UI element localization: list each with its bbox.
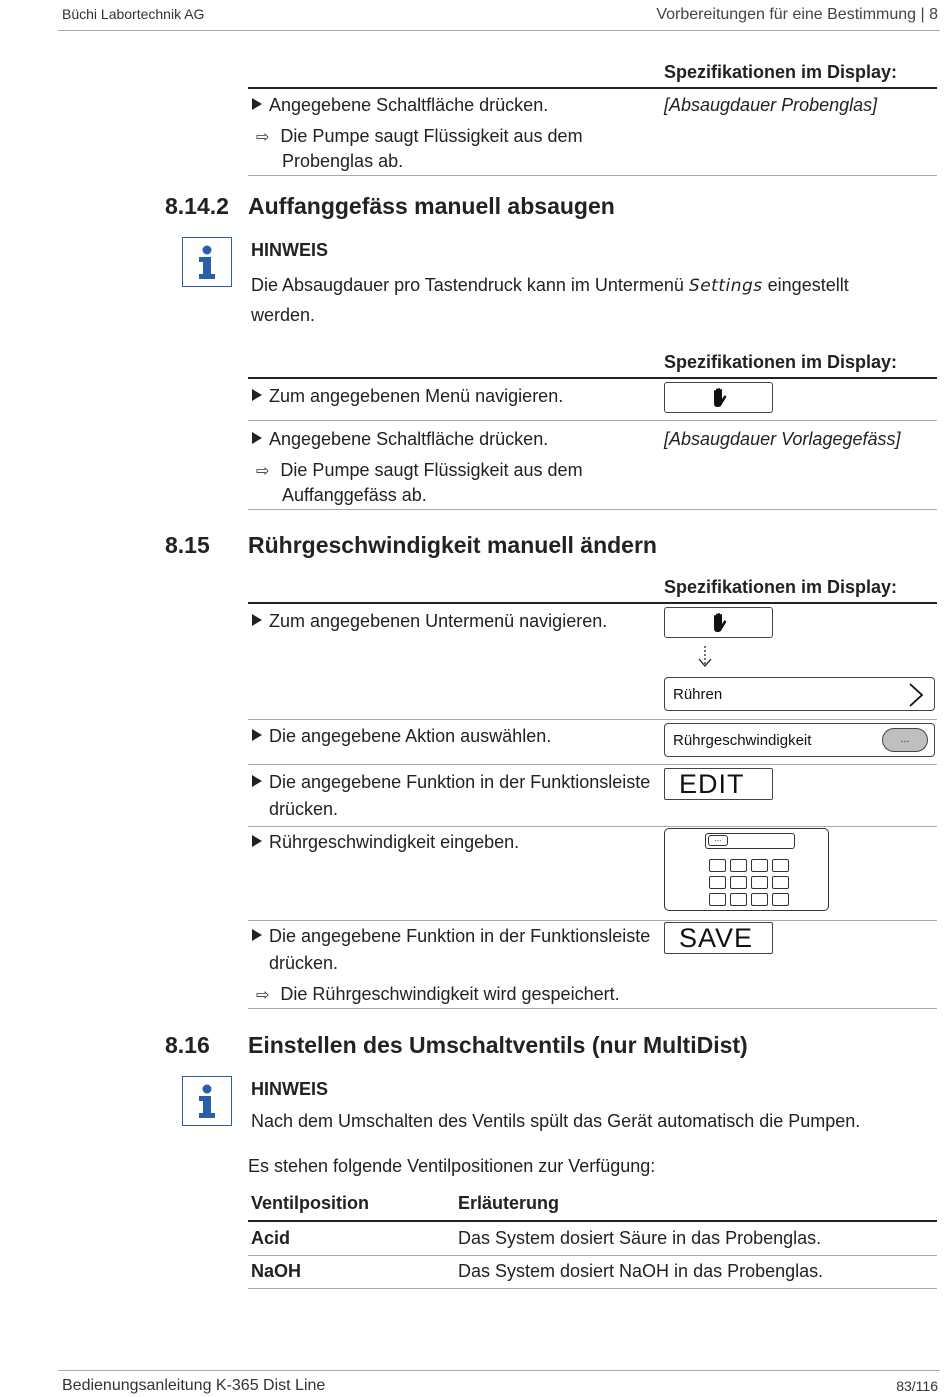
table-end-rule <box>248 175 937 176</box>
header-divider <box>58 30 940 31</box>
step-press-edit: Die angegebene Funktion in der Funktionsleiste <box>252 769 650 795</box>
keypad-key[interactable] <box>772 876 789 889</box>
hand-icon <box>711 613 729 633</box>
footer-divider <box>58 1370 940 1371</box>
keypad-key[interactable] <box>730 893 747 906</box>
row-divider <box>248 1255 937 1256</box>
edit-button[interactable]: EDIT <box>664 768 773 800</box>
table-header-rule <box>248 602 937 604</box>
keypad-input-field[interactable] <box>705 833 795 849</box>
info-icon <box>182 1076 232 1126</box>
keypad-key[interactable] <box>772 893 789 906</box>
spec-absaugdauer-probenglas: [Absaugdauer Probenglas] <box>664 95 878 115</box>
table-cell-description: Das System dosiert NaOH in das Probenglas. <box>458 1261 824 1281</box>
step-press-save-line2: drücken. <box>269 953 339 973</box>
chevron-right-icon <box>908 682 924 708</box>
table-header-rule <box>248 87 937 89</box>
section-title-815: Rührgeschwindigkeit manuell ändern <box>248 532 657 558</box>
result-arrow-icon: ⇨ <box>256 463 270 480</box>
step-arrow-icon <box>252 98 262 110</box>
notice-text-line2: werden. <box>251 305 316 325</box>
row-divider <box>248 920 937 921</box>
result-line-2: Auffanggefäss ab. <box>282 485 427 505</box>
step-navigate-menu: Zum angegebenen Menü navigieren. <box>252 383 563 409</box>
table-cell-position: NaOH <box>251 1261 302 1281</box>
keypad-key[interactable] <box>730 876 747 889</box>
section-number-816: 8.16 <box>165 1032 210 1058</box>
table-end-rule <box>248 509 937 510</box>
header-company: Büchi Labortechnik AG <box>62 6 205 22</box>
table-cell-description: Das System dosiert Säure in das Probenglas. <box>458 1228 822 1248</box>
section-number-8142: 8.14.2 <box>165 193 229 219</box>
table-header-erlaeuterung: Erläuterung <box>458 1193 560 1213</box>
keypad-dots: ... <box>708 835 728 846</box>
step-press-edit-line2: drücken. <box>269 799 339 819</box>
menu-item-ruehren[interactable]: Rühren <box>664 677 935 711</box>
spec-absaugdauer-vorlagegefaess: [Absaugdauer Vorlagegefäss] <box>664 429 901 449</box>
step-press-save: Die angegebene Funktion in der Funktionsleiste <box>252 923 650 949</box>
keypad-key[interactable] <box>751 876 768 889</box>
hand-icon <box>711 388 729 408</box>
row-divider <box>248 420 937 421</box>
result-speed-saved: ⇨ Die Rührgeschwindigkeit wird gespeichert. <box>256 984 620 1004</box>
section-number-815: 8.15 <box>165 532 210 558</box>
notice-title: HINWEIS <box>251 1079 329 1099</box>
step-arrow-icon <box>252 614 262 626</box>
keypad-key[interactable] <box>751 859 768 872</box>
result-arrow-icon: ⇨ <box>256 987 270 1004</box>
row-divider <box>248 826 937 827</box>
table-header-ventilposition: Ventilposition <box>251 1193 370 1213</box>
table-cell-position: Acid <box>251 1228 291 1248</box>
section-title-8142: Auffanggefäss manuell absaugen <box>248 193 615 219</box>
step-arrow-icon <box>252 775 262 787</box>
footer-manual: Bedienungsanleitung K-365 Dist Line <box>62 1377 326 1394</box>
intro-text: Es stehen folgende Ventilpositionen zur Verfügung: <box>248 1156 656 1176</box>
info-icon <box>182 237 232 287</box>
step-arrow-icon <box>252 929 262 941</box>
keypad-key[interactable] <box>709 859 726 872</box>
notice-title: HINWEIS <box>251 240 329 260</box>
table-end-rule <box>248 1008 937 1009</box>
hand-menu-button[interactable] <box>664 607 773 638</box>
step-arrow-icon <box>252 729 262 741</box>
row-divider <box>248 719 937 720</box>
table-header-rule <box>248 377 937 379</box>
notice-text: Die Absaugdauer pro Tastendruck kann im Untermenü Settings eingestellt <box>251 275 849 296</box>
action-item-ruehrgeschwindigkeit[interactable]: Rührgeschwindigkeit ... <box>664 723 935 757</box>
hand-menu-button[interactable] <box>664 382 773 413</box>
step-arrow-icon <box>252 432 262 444</box>
step-arrow-icon <box>252 389 262 401</box>
keypad-key[interactable] <box>751 893 768 906</box>
header-chapter: Vorbereitungen für eine Bestimmung | 8 <box>656 6 938 23</box>
numeric-keypad[interactable] <box>664 828 829 911</box>
step-enter-speed: Rührgeschwindigkeit eingeben. <box>252 829 519 855</box>
step-select-action: Die angegebene Aktion auswählen. <box>252 723 551 749</box>
keypad-key[interactable] <box>772 859 789 872</box>
spec-heading-8142: Spezifikationen im Display: <box>664 352 898 372</box>
row-divider <box>248 764 937 765</box>
footer-page-number: 83/116 <box>896 1378 938 1394</box>
section-title-816: Einstellen des Umschaltventils (nur MultiDist) <box>248 1032 748 1058</box>
result-arrow-icon: ⇨ <box>256 129 270 146</box>
keypad-key[interactable] <box>709 893 726 906</box>
result-line: ⇨ Die Pumpe saugt Flüssigkeit aus dem <box>256 460 583 480</box>
result-line-2: Probenglas ab. <box>282 151 404 171</box>
keypad-key[interactable] <box>709 876 726 889</box>
save-button[interactable]: SAVE <box>664 922 773 954</box>
result-line: ⇨ Die Pumpe saugt Flüssigkeit aus dem <box>256 126 583 146</box>
keypad-key[interactable] <box>730 859 747 872</box>
dotted-down-arrow-icon <box>697 645 713 669</box>
table-header-rule <box>248 1220 937 1222</box>
step-press-button: Angegebene Schaltfläche drücken. <box>252 92 548 118</box>
step-arrow-icon <box>252 835 262 847</box>
step-press-button-2: Angegebene Schaltfläche drücken. <box>252 426 548 452</box>
spec-heading-815: Spezifikationen im Display: <box>664 577 898 597</box>
table-end-rule <box>248 1288 937 1289</box>
spec-heading-top: Spezifikationen im Display: <box>664 62 898 82</box>
notice-text: Nach dem Umschalten des Ventils spült das Gerät automatisch die Pumpen. <box>251 1111 861 1131</box>
step-navigate-submenu: Zum angegebenen Untermenü navigieren. <box>252 608 607 634</box>
value-toggle[interactable]: ... <box>882 728 928 752</box>
